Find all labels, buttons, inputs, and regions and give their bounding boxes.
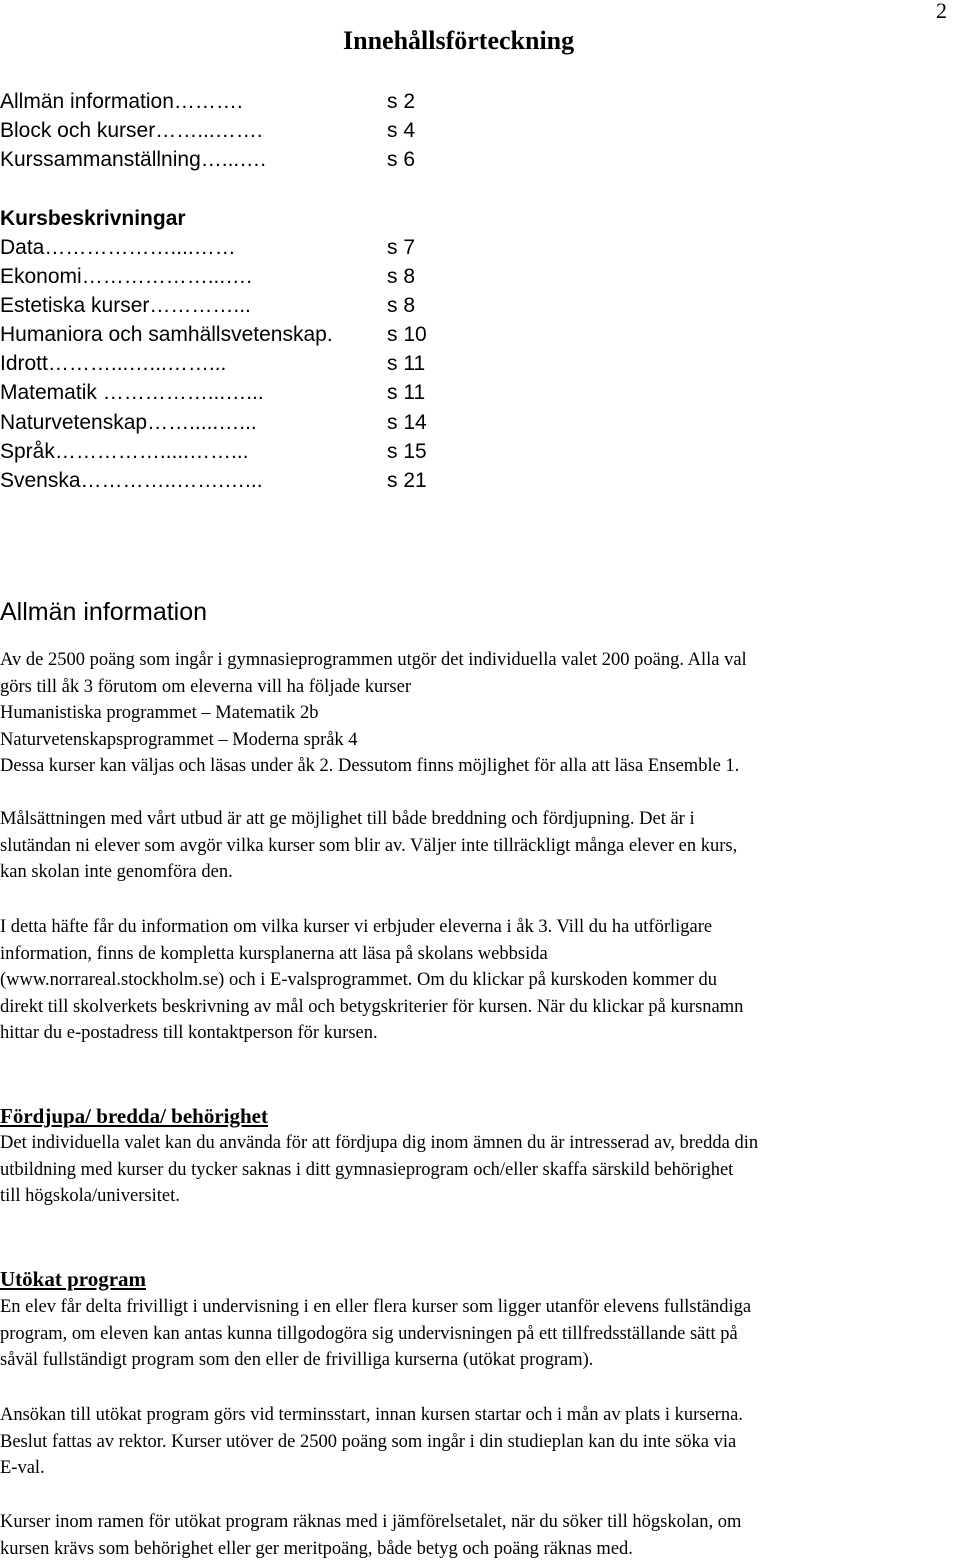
paragraph — [0, 914, 945, 1047]
text-line: kursen krävs som behörighet eller ger meritpoäng, både betyg och poäng räknas med. — [0, 1538, 633, 1559]
text-line: hittar du e-postadress till kontaktperson för kursen. — [0, 1023, 378, 1044]
text-line: Det individuella valet kan du använda för att fördjupa dig inom ämnen du är intresserad av, bredda din — [0, 1133, 759, 1153]
toc-item-page: s 6 — [387, 148, 416, 171]
toc-item[interactable]: Svenska…………..…….…... — [0, 469, 263, 492]
toc-item-page: s 2 — [387, 90, 416, 113]
toc-item[interactable]: Block och kurser……...……. — [0, 119, 263, 142]
text-line: E-val. — [0, 1458, 45, 1479]
text-line: Målsättningen med vårt utbud är att ge möjlighet till både breddning och fördjupning. Det är i — [0, 809, 695, 829]
text-line: I detta häfte får du information om vilka kurser vi erbjuder eleverna i åk 3. Vill du ha utförligare — [0, 917, 713, 937]
toc-item[interactable]: Naturvetenskap…….....…... — [0, 411, 257, 434]
text-line: information, finns de kompletta kursplanerna att läsa på skolans webbsida — [0, 943, 548, 964]
toc-section-heading: Kursbeskrivningar — [0, 207, 186, 230]
toc-item[interactable]: Språk…………….....……... — [0, 440, 249, 463]
toc-item[interactable]: Data………………....…… — [0, 236, 236, 259]
text-line: En elev får delta frivilligt i undervisning i en eller flera kurser som ligger utanför elevens fullständiga — [0, 1297, 752, 1317]
toc-item-page: s 11 — [387, 381, 426, 404]
toc-item-page: s 21 — [387, 469, 427, 492]
text-line: såväl fullständigt program som den eller de frivilliga kurserna (utökat program). — [0, 1350, 594, 1371]
paragraph — [0, 1509, 945, 1562]
text-line: slutändan ni elever som avgör vilka kurser som blir av. Väljer inte tillräckligt många elever en kurs, — [0, 835, 738, 856]
text-line: utbildning med kurser du tycker saknas i ditt gymnasieprogram och/eller skaffa särskild behörighet — [0, 1159, 734, 1180]
toc-item[interactable]: Estetiska kurser…………... — [0, 294, 251, 317]
text-line: direkt till skolverkets beskrivning av mål och betygskriterier för kursen. När du klickar på kursnamn — [0, 996, 744, 1017]
text-line: program, om eleven kan antas kunna tillgodogöra sig undervisningen på ett tillfredsställande sätt på — [0, 1323, 738, 1344]
paragraph — [0, 647, 945, 780]
toc-item-page: s 15 — [387, 440, 427, 463]
text-line: Naturvetenskapsprogrammet – Moderna språk 4 — [0, 729, 358, 750]
text-line: Humanistiska programmet – Matematik 2b — [0, 703, 319, 724]
section-heading-extended: Utökat program — [0, 1267, 147, 1291]
toc-item-page: s 7 — [387, 236, 416, 259]
toc-item-page: s 11 — [387, 352, 426, 375]
text-line: Dessa kurser kan väljas och läsas under åk 2. Dessutom finns möjlighet för alla att läsa Ensemble 1. — [0, 756, 740, 777]
page-number: 2 — [936, 0, 947, 23]
toc-item[interactable]: Humaniora och samhällsvetenskap. — [0, 323, 333, 346]
text-line: Ansökan till utökat program görs vid terminsstart, innan kursen startar och i mån av plats i kurserna. — [0, 1405, 743, 1425]
toc-item-page: s 8 — [387, 294, 416, 317]
paragraph — [0, 1130, 945, 1210]
text-line: Kurser inom ramen för utökat program räknas med i jämförelsetalet, när du söker till högskolan, om — [0, 1512, 742, 1532]
text-line: kan skolan inte genomföra den. — [0, 862, 233, 883]
paragraph — [0, 1294, 945, 1374]
toc-item-page: s 10 — [387, 323, 427, 346]
text-line: görs till åk 3 förutom om eleverna vill ha följade kurser — [0, 676, 411, 697]
toc-item-page: s 14 — [387, 411, 427, 434]
text-line: Av de 2500 poäng som ingår i gymnasieprogrammen utgör det individuella valet 200 poäng. Alla val — [0, 650, 747, 670]
page-title: Innehållsförteckning — [343, 26, 575, 55]
paragraph — [0, 1402, 945, 1482]
toc-item[interactable]: Ekonomi………………...…. — [0, 265, 253, 288]
text-line: till högskola/universitet. — [0, 1186, 180, 1207]
paragraph — [0, 806, 945, 886]
section-heading-general-info: Allmän information — [0, 598, 208, 626]
toc-item[interactable]: Allmän information………. — [0, 90, 243, 113]
toc-item[interactable]: Matematik ……………...…... — [0, 381, 264, 404]
text-line: Beslut fattas av rektor. Kurser utöver de 2500 poäng som ingår i din studieplan kan du inte söka via — [0, 1431, 737, 1452]
toc-item-page: s 8 — [387, 265, 416, 288]
toc-item[interactable]: Kurssammanställning…...…. — [0, 148, 267, 171]
toc-item-page: s 4 — [387, 119, 416, 142]
section-heading-deepen: Fördjupa/ bredda/ behörighet — [0, 1104, 268, 1128]
text-line[interactable]: (www.norrareal.stockholm.se) och i E-valsprogrammet. Om du klickar på kurskoden kommer du — [0, 970, 718, 991]
toc-item[interactable]: Idrott………...…...……... — [0, 352, 227, 375]
